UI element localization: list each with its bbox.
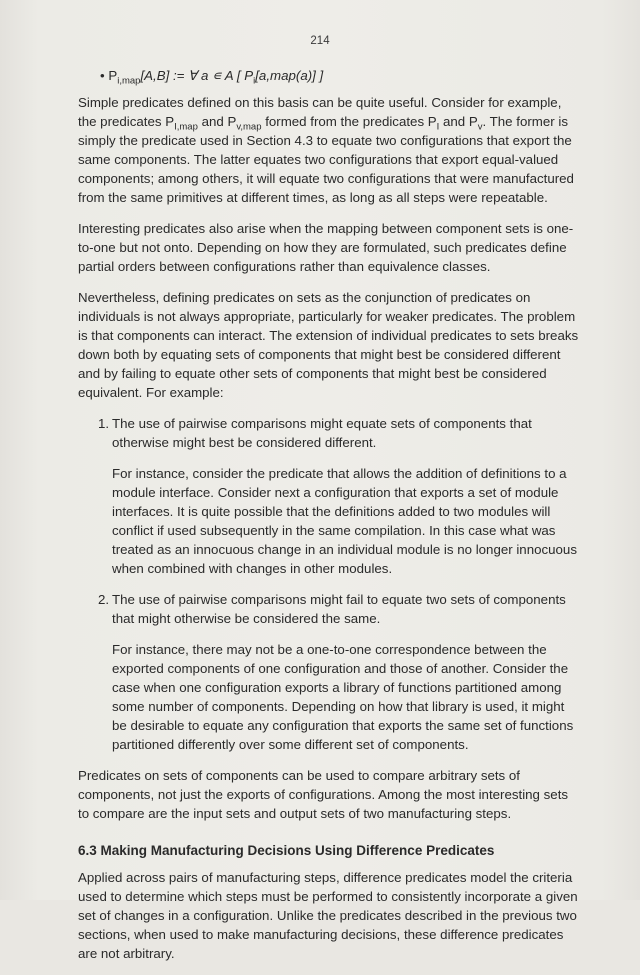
list-item-lead: The use of pairwise comparisons might equate sets of components that otherwise might best be considered different. (112, 416, 532, 450)
formula-lhs: P (108, 68, 118, 83)
list-item-number: 2. (98, 592, 110, 607)
paragraph-difference-predicates: Applied across pairs of manufacturing steps, difference predicates model the criteria used to determine which steps must be performed to consistently incorporate a given set of changes in a configuration. Unlike the predicates described in the previous two sections, when used to make manufacturing decisions, these difference predicates are not arbitrary. (78, 870, 578, 961)
list-item-detail: For instance, consider the predicate that allows the addition of definitions to a module interface. Consider next a configuration that exports a set of module interfaces. It is quite possible that the definitions added to two modules will conflict if used subsequently in the same compilation. In this case what was treated as an innocuous change in an individual module is no longer innocuous when combined with changes in other modules. (112, 466, 577, 576)
page-number: 214 (310, 35, 330, 47)
section-heading: 6.3 Making Manufacturing Decisions Using Difference Predicates (78, 843, 495, 858)
paragraph-simple-predicates: Simple predicates defined on this basis can be quite useful. Consider for example, the predicates $P_{I,map}$ and $P_{v,map}$ formed from the predicates $P_I$ and $P_v$. The former is simply the predicate used in Section 4.3 to equate two configurations that export the same components. The latter equates two configurations that export equal-valued components; among others, it will equate two configurations that were manufactured from the same primitives at different times, as long as all steps were repeatable. (78, 95, 574, 205)
list-item-number: 1. (98, 416, 110, 431)
paragraph-nevertheless: Nevertheless, defining predicates on sets as the conjunction of predicates on individuals is not always appropriate, particularly for weaker predicates. The problem is that components can interact. The extension of individual predicates to sets breaks down both by equating sets of components that might best be considered different and by failing to equate other sets of components that might best be considered equivalent. For example: (78, 290, 579, 400)
formula-args: [A,B] := (140, 68, 185, 83)
formula-rhs-pre: ∀ a ∊ A [ P (188, 68, 254, 83)
paragraph-one-to-one: Interesting predicates also arise when the mapping between component sets is one-to-one but not onto. Depending on how they are formulated, such predicates define partial orders between configurations rather than equivalence classes. (78, 221, 574, 274)
examples-list (78, 414, 580, 754)
list-item (78, 590, 580, 754)
formula-rhs-subscript: i (253, 75, 256, 87)
bullet-icon: • (100, 68, 105, 83)
paragraph-sets-compare: Predicates on sets of components can be used to compare arbitrary sets of components, not just the exports of configurations. Among the most interesting sets to compare are the input sets and output sets of two manufacturing steps. (78, 768, 569, 821)
formula-definition (100, 66, 580, 85)
formula-lhs-subscript: i,map (117, 75, 141, 87)
list-item (78, 414, 580, 578)
formula-rhs-post: [a,map(a)] ] (255, 68, 324, 83)
list-item-detail: For instance, there may not be a one-to-one correspondence between the exported components of one configuration and those of another. Consider the case when one configuration exports a library of functions partitioned among some number of components. Depending on how that library is used, it might be desirable to equate any configuration that exports the same set of functions partitioned differently over some different set of components. (112, 642, 574, 752)
page-body (78, 66, 580, 975)
list-item-lead: The use of pairwise comparisons might fail to equate two sets of components that might otherwise be considered the same. (112, 592, 566, 626)
